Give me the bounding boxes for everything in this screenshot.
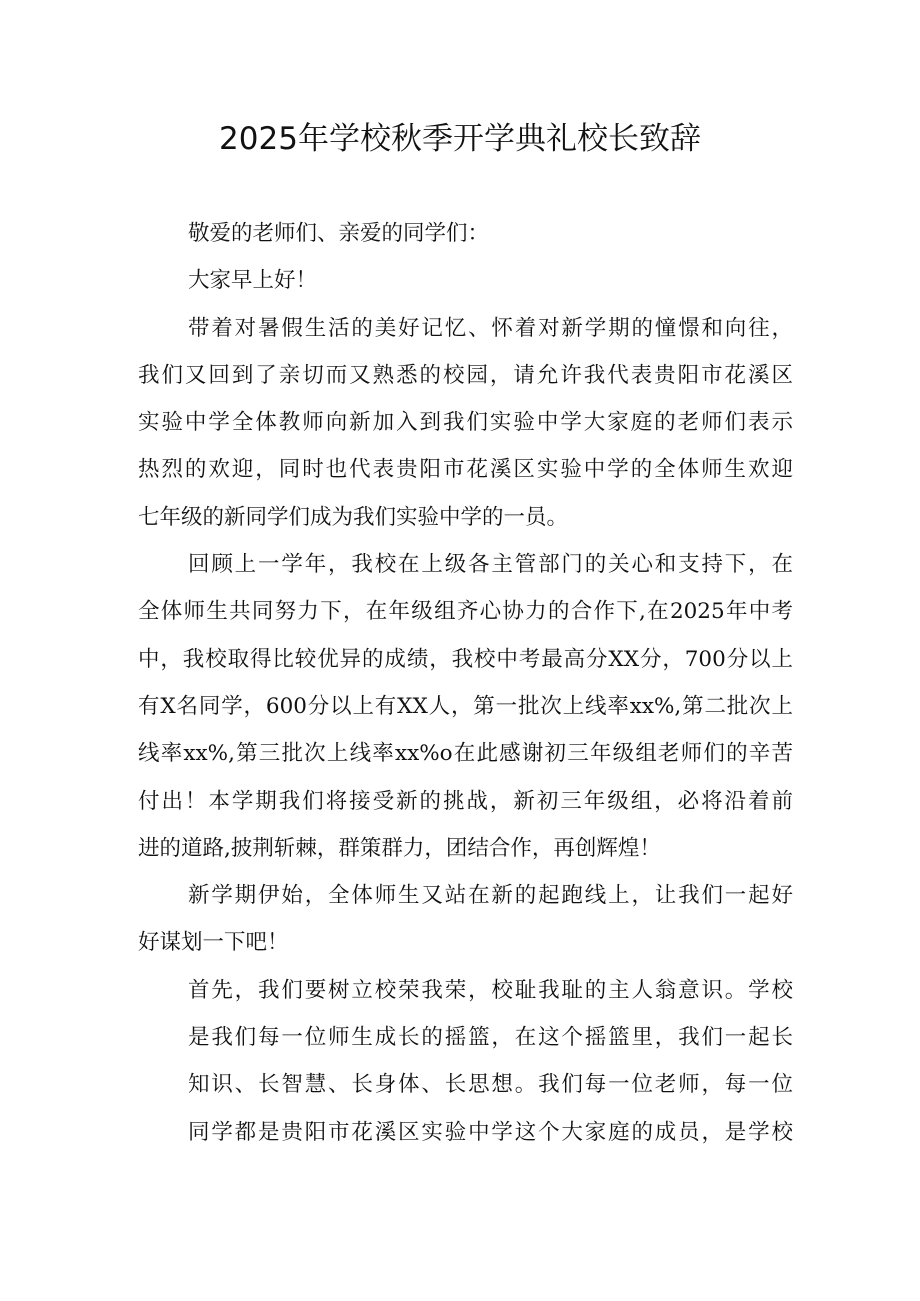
text-line: 中，我校取得比较优异的成绩，我校中考最高分XX分，700分以上	[138, 646, 793, 672]
text-line: 同学都是贵阳市花溪区实验中学这个大家庭的成员，是学校	[188, 1119, 793, 1145]
text-line: 好谋划一下吧！	[138, 930, 289, 956]
text-line: 七年级的新同学们成为我们实验中学的一员。	[138, 504, 569, 530]
text-line: 热烈的欢迎，同时也代表贵阳市花溪区实验中学的全体师生欢迎	[138, 457, 793, 483]
text-line: 回顾上一学年，我校在上级各主管部门的关心和支持下，在	[188, 552, 793, 578]
text-line: 全体师生共同努力下，在年级组齐心协力的合作下,在2025年中考	[138, 599, 793, 625]
text-line: 敬爱的老师们、亲爱的同学们：	[188, 221, 490, 246]
text-line: 新学期伊始，全体师生又站在新的起跑线上，让我们一起好	[188, 883, 793, 909]
document-title: 2025年学校秋季开学典礼校长致辞	[219, 121, 701, 157]
text-line: 进的道路,披荆斩棘，群策群力，团结合作，再创辉煌！	[138, 835, 661, 861]
text-line: 大家早上好！	[188, 268, 318, 294]
text-line: 有X名同学，600分以上有XX人，第一批次上线率xx%,第二批次上	[138, 693, 793, 719]
text-line: 是我们每一位师生成长的摇篮，在这个摇篮里，我们一起长	[188, 1025, 793, 1051]
text-line: 付出！本学期我们将接受新的挑战，新初三年级组，必将沿着前	[138, 788, 793, 814]
text-line: 知识、长智慧、长身体、长思想。我们每一位老师，每一位	[188, 1072, 793, 1098]
speech-body	[138, 210, 793, 1156]
text-line: 我们又回到了亲切而又熟悉的校园，请允许我代表贵阳市花溪区	[138, 362, 793, 388]
text-line: 线率xx%,第三批次上线率xx%o在此感谢初三年级组老师们的辛苦	[138, 741, 793, 767]
text-line: 首先，我们要树立校荣我荣，校耻我耻的主人翁意识。学校	[188, 977, 793, 1003]
text-line: 实验中学全体教师向新加入到我们实验中学大家庭的老师们表示	[138, 410, 793, 436]
text-line: 带着对暑假生活的美好记忆、怀着对新学期的憧憬和向往，	[188, 315, 793, 341]
